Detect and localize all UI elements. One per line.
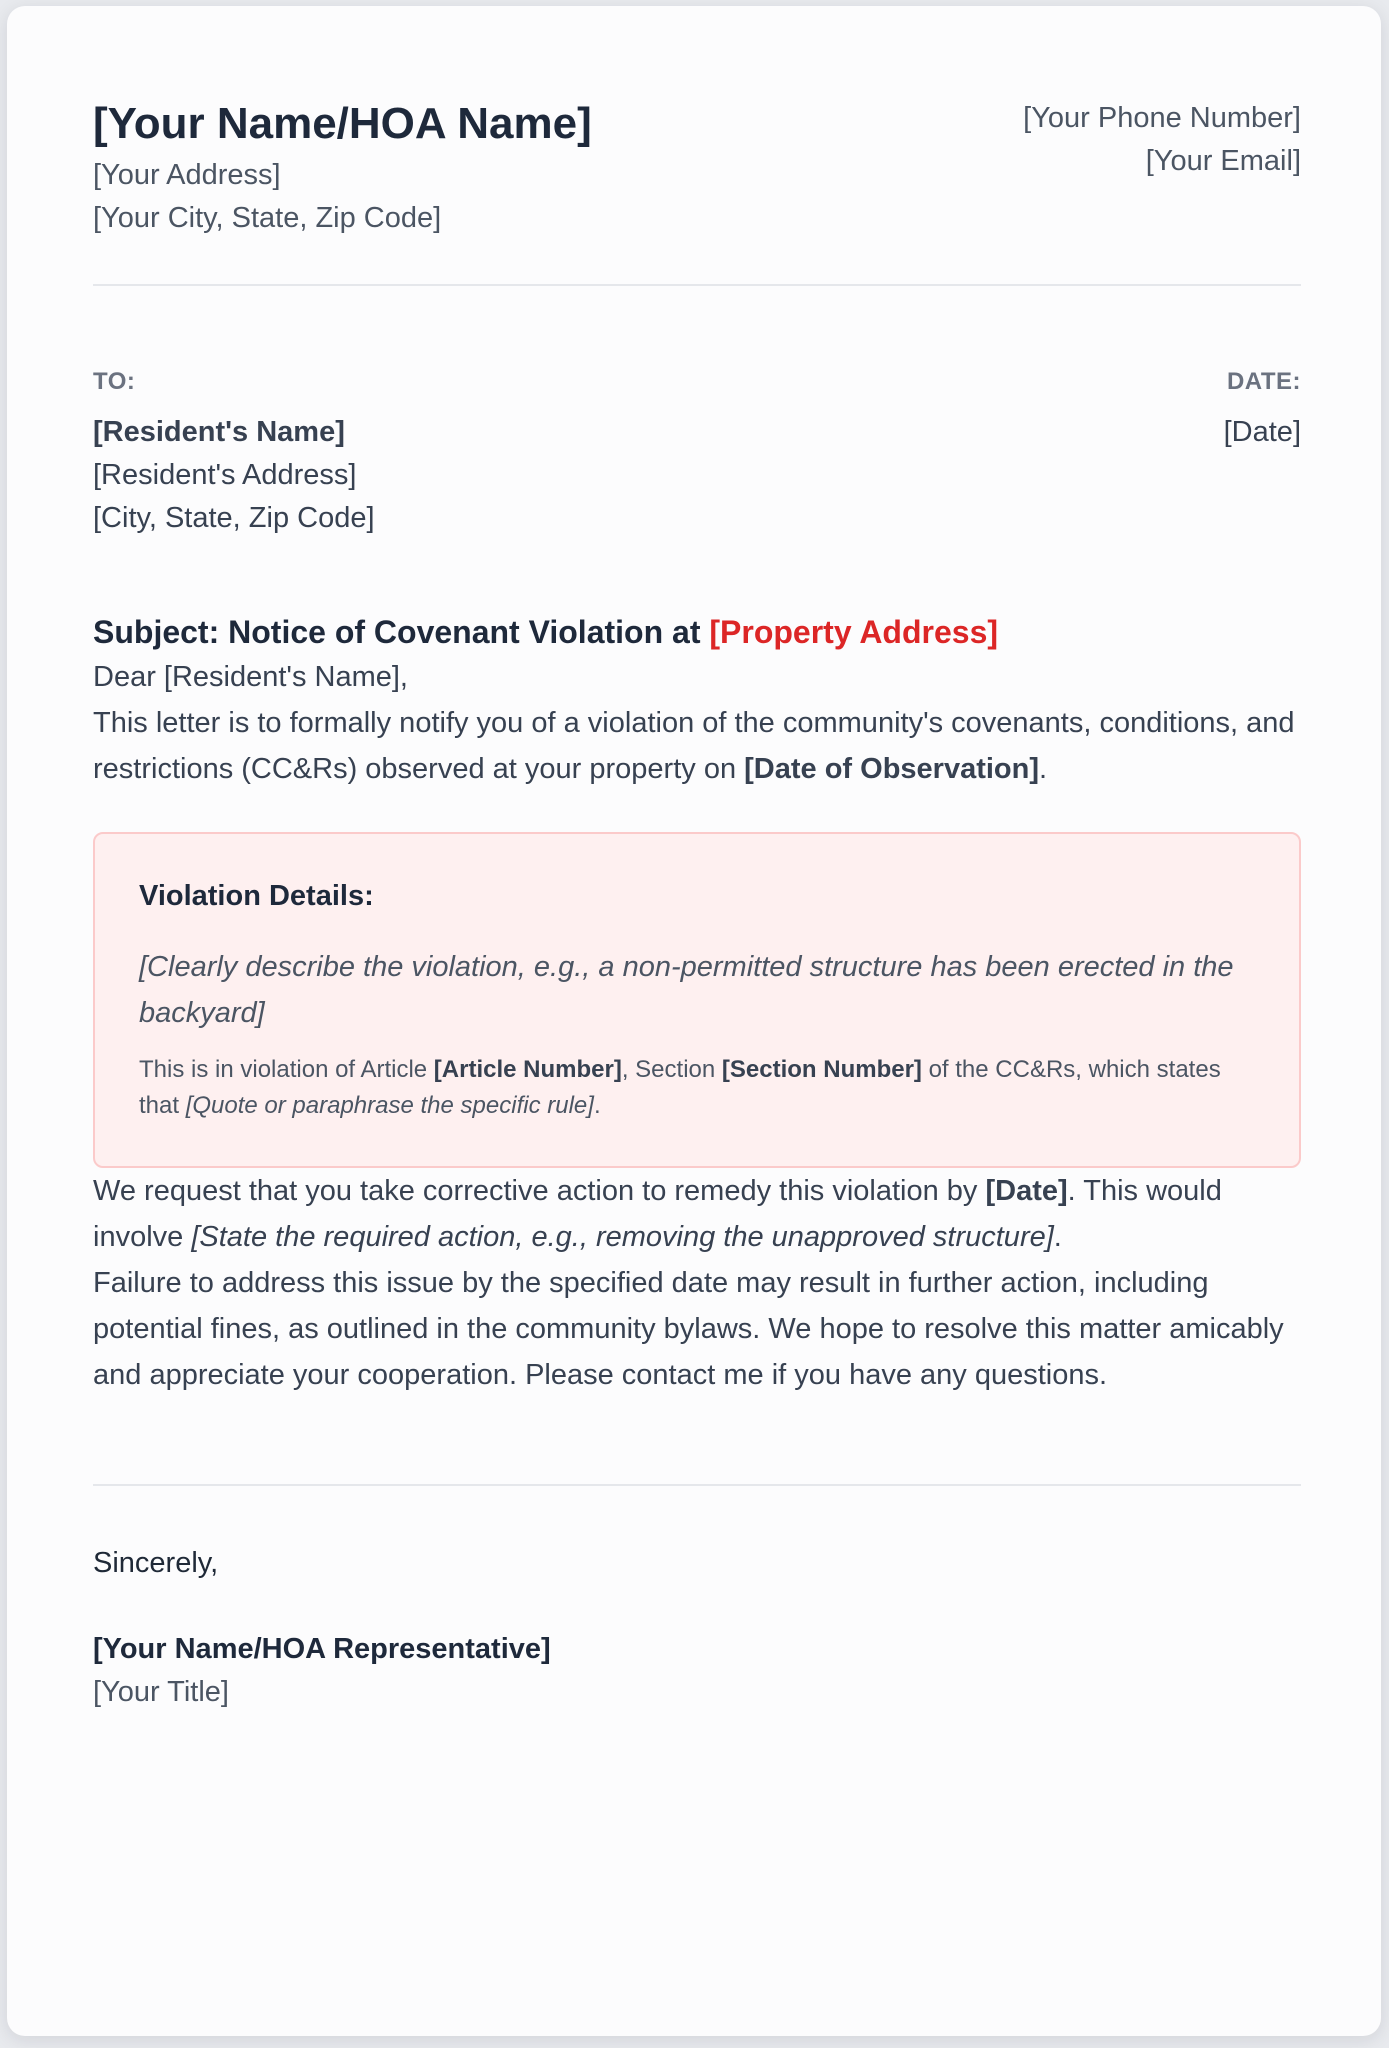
corrective-action-paragraph [93, 1168, 1301, 1260]
violation-details-box [93, 832, 1301, 1168]
observation-date: [Date of Observation] [744, 753, 1040, 785]
subject-line [93, 610, 1301, 654]
sender-phone: [Your Phone Number] [1023, 102, 1301, 134]
closing-salutation: Sincerely, [93, 1547, 219, 1579]
sender-email: [Your Email] [1145, 145, 1301, 177]
letter-page [7, 6, 1381, 2036]
recipient-address-block [93, 411, 375, 540]
intro-paragraph [93, 700, 1301, 792]
to-label: TO: [93, 368, 136, 395]
intro-end: . [1039, 753, 1048, 785]
signature-title: [Your Title] [93, 1676, 229, 1708]
date-block [1224, 366, 1301, 540]
signature-name: [Your Name/HOA Representative] [93, 1633, 551, 1665]
closing-paragraph: Failure to address this issue by the specified date may result in further action, including potential fines, as outlined in the community bylaws. We hope to resolve this matter amicably and appreciate your cooperation. Please contact me if you have any questions. [93, 1267, 1284, 1391]
violation-article-reference [139, 1052, 1255, 1124]
sender-block [93, 94, 592, 240]
article-prefix: This is in violation of Article [139, 1056, 434, 1083]
salutation: Dear [Resident's Name], [93, 661, 408, 693]
corrective-middle: . This would involve [93, 1175, 1222, 1253]
violation-description: [Clearly describe the violation, e.g., a non-permitted structure has been erected in the backyard] [139, 951, 1234, 1029]
article-number: [Article Number] [433, 1056, 622, 1083]
section-number: [Section Number] [721, 1056, 922, 1083]
sender-contact [1023, 94, 1301, 183]
violation-title: Violation Details: [139, 880, 374, 912]
header-divider [93, 284, 1301, 286]
section-prefix: , Section [621, 1056, 722, 1083]
corrective-date: [Date] [985, 1175, 1068, 1207]
corrective-action: [State the required action, e.g., removing the unapproved structure] [191, 1221, 1054, 1253]
recipient-address: [Resident's Address] [93, 459, 357, 491]
subject-prefix: Subject: Notice of Covenant Violation at [93, 614, 710, 650]
letterhead [93, 94, 1301, 240]
sender-name: [Your Name/HOA Name] [93, 99, 592, 148]
rule-prefix: of the CC&Rs, which states that [139, 1056, 1221, 1119]
letter-content [93, 94, 1301, 1714]
corrective-end: . [1053, 1221, 1062, 1253]
sender-address: [Your Address] [93, 159, 281, 191]
recipient-city-state-zip: [City, State, Zip Code] [93, 502, 375, 534]
date-label: DATE: [1226, 368, 1301, 395]
recipient-block [93, 366, 375, 540]
corrective-prefix: We request that you take corrective action to remedy this violation by [93, 1175, 986, 1207]
address-row [93, 366, 1301, 540]
signature-divider [93, 1484, 1301, 1486]
rule-end: . [593, 1092, 601, 1119]
intro-text: This letter is to formally notify you of a violation of the community's covenants, conditions, and restrictions (CC&Rs) observed at your property on [93, 707, 1295, 785]
recipient-name: [Resident's Name] [93, 416, 345, 448]
date-value: [Date] [1223, 416, 1301, 448]
sender-city-state-zip: [Your City, State, Zip Code] [93, 202, 442, 234]
rule-quote: [Quote or paraphrase the specific rule] [185, 1092, 594, 1119]
subject-property-address: [Property Address] [709, 614, 999, 650]
